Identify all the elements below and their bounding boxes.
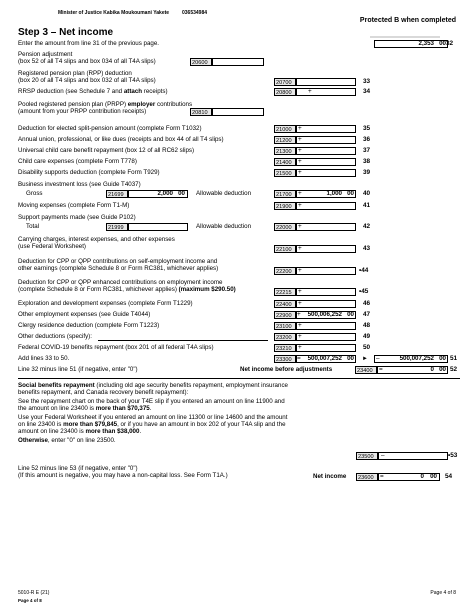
amount-field[interactable] bbox=[296, 125, 356, 133]
line-37 bbox=[18, 147, 460, 156]
cents-value: 00 bbox=[347, 355, 354, 362]
amount-field[interactable] bbox=[296, 78, 356, 86]
line-45 bbox=[18, 279, 460, 297]
line-label: Add lines 33 to 50. bbox=[18, 355, 70, 362]
line-code: 21900 bbox=[274, 202, 296, 210]
allowable-label: Allowable deduction bbox=[196, 190, 252, 197]
line-41 bbox=[18, 202, 460, 211]
line-number: 36 bbox=[363, 136, 371, 143]
maximum-label: (maximum $290.50) bbox=[178, 286, 236, 293]
cents-value: 00 bbox=[347, 190, 354, 197]
net-income-label: Net income bbox=[313, 473, 347, 480]
line-label: Other employment expenses (see Guide T4044) bbox=[18, 311, 151, 318]
total-label: Total bbox=[26, 223, 40, 230]
line-code: 21000 bbox=[274, 125, 296, 133]
operator: = bbox=[380, 473, 384, 480]
line-number: 32 bbox=[446, 40, 454, 47]
social-paragraph-1b: the amount on line 23400 is bbox=[18, 405, 96, 412]
line-code: 22000 bbox=[274, 223, 296, 231]
operator: + bbox=[308, 88, 312, 95]
step-title: Step 3 – Net income bbox=[18, 27, 114, 38]
line-number: 50 bbox=[363, 344, 371, 351]
operator: + bbox=[298, 169, 302, 176]
line-label: Other deductions bbox=[18, 333, 66, 340]
line-label: (box 20 of all T4 slips and box 032 of all T4A slips) bbox=[18, 77, 156, 84]
amount-field[interactable] bbox=[296, 245, 356, 253]
line-code: 23210 bbox=[274, 344, 296, 352]
line-number: •45 bbox=[359, 288, 369, 295]
line-label: Line 52 minus line 53 (if negative, enter "0") bbox=[18, 465, 138, 472]
threshold-3: more than $38,000 bbox=[85, 428, 140, 435]
amount-value: 0 bbox=[420, 473, 424, 480]
social-title-line2: benefits repayment, and Canada recovery benefit repayment): bbox=[18, 389, 189, 396]
line-label: Deduction for CPP or QPP enhanced contributions on employment income bbox=[18, 279, 223, 286]
line-code: 23400 bbox=[355, 366, 377, 374]
line-label: Universal child care benefit repayment (box 12 of all RC62 slips) bbox=[18, 147, 195, 154]
social-paragraph-2b: on line 23400 is bbox=[18, 421, 64, 428]
cents-value: 00 bbox=[439, 355, 446, 362]
operator: + bbox=[298, 322, 302, 329]
line-number: 34 bbox=[363, 88, 371, 95]
cents-value: 00 bbox=[439, 40, 446, 47]
line-52 bbox=[18, 366, 460, 375]
line-label: Business investment loss (see Guide T4037) bbox=[18, 181, 141, 188]
allowable-label: Allowable deduction bbox=[196, 223, 252, 230]
social-paragraph-2: Use your Federal Worksheet if you entered an amount on line 11300 or line 14600 and the amount bbox=[18, 414, 288, 421]
operator: + bbox=[298, 223, 302, 230]
amount-value: 500,007,252 bbox=[399, 355, 434, 362]
threshold-2: more than $79,845 bbox=[63, 421, 118, 428]
line-code: 21999 bbox=[106, 223, 128, 231]
amount-field[interactable] bbox=[296, 88, 356, 96]
cents-value: 00 bbox=[430, 473, 437, 480]
line-label: Deduction for CPP or QPP contributions on self-employment income and bbox=[18, 258, 218, 265]
pension-adjustment bbox=[18, 51, 460, 67]
line-code: 23300 bbox=[274, 355, 296, 363]
line-label: RRSP deduction (see Schedule 7 and bbox=[18, 88, 124, 95]
operator: + bbox=[298, 136, 302, 143]
line-code: 22400 bbox=[274, 300, 296, 308]
operator: = bbox=[379, 366, 383, 373]
form-number: 5010-R E (21) bbox=[18, 590, 50, 596]
line-label: Moving expenses (complete Form T1-M) bbox=[18, 202, 130, 209]
line-33 bbox=[18, 70, 460, 86]
line-code: 23600 bbox=[356, 473, 378, 481]
threshold-1: more than $70,375 bbox=[95, 405, 150, 412]
line-42 bbox=[18, 214, 460, 232]
line-code: 21400 bbox=[274, 158, 296, 166]
line-number: 49 bbox=[363, 333, 371, 340]
social-paragraph-1: See the repayment chart on the back of your T4E slip if you entered an amount on line 11900 and bbox=[18, 398, 285, 405]
line-number: 40 bbox=[363, 190, 371, 197]
amount-field[interactable] bbox=[296, 322, 356, 330]
line-number: 41 bbox=[363, 202, 371, 209]
line-code: 22215 bbox=[274, 288, 296, 296]
operator: + bbox=[298, 245, 302, 252]
net-before-adjustments-label: Net income before adjustments bbox=[240, 366, 333, 373]
punctuation: . bbox=[139, 428, 142, 435]
line-label: Annual union, professional, or like dues (receipts and box 44 of all T4 slips) bbox=[18, 136, 224, 143]
operator: + bbox=[298, 125, 302, 132]
line-40 bbox=[18, 181, 460, 199]
line-code: 22100 bbox=[274, 245, 296, 253]
line-label: Exploration and development expenses (complete Form T1229) bbox=[18, 300, 193, 307]
line-number: 39 bbox=[363, 169, 371, 176]
line-number: 54 bbox=[445, 473, 453, 480]
line-label: Clergy residence deduction (complete Form T1223) bbox=[18, 322, 160, 329]
line-label-bold: attach bbox=[123, 88, 143, 95]
taxpayer-name: Minister of Justice Kabika Moukoumani Yakete bbox=[58, 10, 170, 16]
amount-field[interactable] bbox=[296, 147, 356, 155]
line-label: Line 32 minus line 51 (if negative, enter "0") bbox=[18, 366, 138, 373]
line-35 bbox=[18, 125, 460, 134]
amount-field[interactable] bbox=[296, 169, 356, 177]
social-title: Social benefits repayment bbox=[18, 382, 95, 389]
line-number: 46 bbox=[363, 300, 371, 307]
line-code: 23100 bbox=[274, 322, 296, 330]
amount-value: 500,007,252 bbox=[307, 355, 342, 362]
amount-field[interactable] bbox=[296, 158, 356, 166]
line-code: 20600 bbox=[190, 58, 212, 66]
otherwise-text: , enter "0" on line 23500. bbox=[47, 437, 116, 444]
line-number: •53 bbox=[448, 452, 458, 459]
line-49 bbox=[18, 333, 460, 342]
social-paragraph-2d: , or if you have an amount in box 202 of your T4A slip and the bbox=[117, 421, 286, 428]
social-paragraph-2e: amount on line 23400 is bbox=[18, 428, 86, 435]
line-label: other earnings (complete Schedule 8 or Form RC381, whichever applies) bbox=[18, 265, 219, 272]
line-number: 52 bbox=[450, 366, 458, 373]
page-stamp: Page 4 of 8 bbox=[18, 598, 42, 603]
amount-field[interactable] bbox=[296, 223, 356, 231]
specify-field[interactable] bbox=[98, 333, 268, 341]
line-number: 33 bbox=[363, 78, 371, 85]
line-48 bbox=[18, 322, 460, 331]
line-number: •44 bbox=[359, 267, 369, 274]
line-label: Enter the amount from line 31 of the previous page. bbox=[18, 40, 160, 47]
otherwise-label: Otherwise bbox=[18, 437, 48, 444]
prpp-contributions bbox=[18, 101, 460, 117]
operator: + bbox=[298, 300, 302, 307]
line-label: contributions bbox=[155, 101, 193, 108]
sin-number: 036534984 bbox=[182, 10, 208, 16]
line-label: Federal COVID-19 benefits repayment (box 201 of all federal T4A slips) bbox=[18, 344, 214, 351]
line-label: (use Federal Worksheet) bbox=[18, 243, 86, 250]
line-label-bold: employer bbox=[127, 101, 156, 108]
amount-field[interactable] bbox=[296, 267, 356, 275]
divider bbox=[370, 36, 440, 38]
line-label: Support payments made (see Guide P102) bbox=[18, 214, 136, 221]
amount-field[interactable] bbox=[296, 202, 356, 210]
line-label: Child care expenses (complete Form T778) bbox=[18, 158, 137, 165]
amount-value: 1,000 bbox=[326, 190, 342, 197]
cents-value: 00 bbox=[347, 311, 354, 318]
line-43 bbox=[18, 236, 460, 254]
line-number: 38 bbox=[363, 158, 371, 165]
line-code: 20800 bbox=[274, 88, 296, 96]
line-label: (If this amount is negative, you may have a non-capital loss. See Form T1A.) bbox=[18, 472, 228, 479]
gross-label: Gross bbox=[26, 190, 43, 197]
operator: + bbox=[298, 190, 302, 197]
line-code: 21699 bbox=[106, 190, 128, 198]
amount-field[interactable] bbox=[296, 136, 356, 144]
specify-label: (specify): bbox=[66, 333, 92, 340]
line-number: 37 bbox=[363, 147, 371, 154]
line-number: 35 bbox=[363, 125, 371, 132]
amount-value: 500,006,252 bbox=[307, 311, 342, 318]
line-code: 23500 bbox=[356, 452, 378, 460]
line-39 bbox=[18, 169, 460, 178]
operator: – bbox=[376, 355, 380, 362]
line-code: 21200 bbox=[274, 136, 296, 144]
line-34 bbox=[18, 88, 460, 97]
line-47 bbox=[18, 311, 460, 320]
operator: + bbox=[298, 333, 302, 340]
line-code: 20700 bbox=[274, 78, 296, 86]
cents-value: 00 bbox=[178, 190, 185, 197]
line-46 bbox=[18, 300, 460, 309]
line-36 bbox=[18, 136, 460, 145]
social-benefits-section bbox=[18, 382, 368, 444]
line-38 bbox=[18, 158, 460, 167]
line-label: Deduction for elected split-pension amount (complete Form T1032) bbox=[18, 125, 202, 132]
line-label: Registered pension plan (RPP) deduction bbox=[18, 70, 132, 77]
net-income-line bbox=[18, 465, 228, 479]
amount-value: 0 bbox=[430, 366, 434, 373]
line-number: 51 bbox=[450, 355, 458, 362]
operator: + bbox=[298, 158, 302, 165]
line-label: receipts) bbox=[142, 88, 168, 95]
line-32 bbox=[18, 40, 460, 50]
amount-field[interactable] bbox=[296, 300, 356, 308]
amount-field[interactable] bbox=[296, 344, 356, 352]
amount-value: 2,000 bbox=[157, 190, 173, 197]
line-code: 21500 bbox=[274, 169, 296, 177]
operator: + bbox=[298, 202, 302, 209]
operator: + bbox=[297, 311, 301, 318]
operator: + bbox=[298, 288, 302, 295]
line-label: (amount from your PRPP contribution receipts) bbox=[18, 108, 147, 115]
page-number: Page 4 of 8 bbox=[430, 590, 456, 596]
line-label: Pooled registered pension plan (PRPP) bbox=[18, 101, 128, 108]
line-code: 22900 bbox=[274, 311, 296, 319]
line-number: 47 bbox=[363, 311, 371, 318]
protected-label: Protected B when completed bbox=[359, 17, 456, 24]
cents-value: 00 bbox=[439, 366, 446, 373]
line-code: 23200 bbox=[274, 333, 296, 341]
line-label: (box 52 of all T4 slips and box 034 of all T4A slips) bbox=[18, 58, 156, 65]
social-repayment-field[interactable] bbox=[378, 452, 448, 460]
social-title-rest: (including old age security benefits repayment, employment insurance bbox=[94, 382, 288, 389]
line-number: 42 bbox=[363, 223, 371, 230]
total-amount-field[interactable] bbox=[128, 223, 188, 231]
line-label: Carrying charges, interest expenses, and other expenses bbox=[18, 236, 175, 243]
punctuation: . bbox=[149, 405, 152, 412]
line-code: 22200 bbox=[274, 267, 296, 275]
operator: + bbox=[298, 267, 302, 274]
section-divider bbox=[18, 378, 460, 379]
line-label: (complete Schedule 8 or Form RC381, whichever applies) bbox=[18, 286, 177, 293]
operator: – bbox=[381, 452, 385, 459]
amount-field[interactable] bbox=[296, 288, 356, 296]
amount-field[interactable] bbox=[212, 108, 264, 116]
line-51 bbox=[18, 355, 460, 364]
operator: = bbox=[297, 355, 301, 362]
line-code: 21300 bbox=[274, 147, 296, 155]
amount-field[interactable] bbox=[212, 58, 264, 66]
line-number: 43 bbox=[363, 245, 371, 252]
line-50 bbox=[18, 344, 460, 353]
amount-value: 2,353 bbox=[418, 40, 434, 47]
arrow-right-icon: ► bbox=[362, 356, 368, 362]
line-label: Disability supports deduction (complete Form T929) bbox=[18, 169, 160, 176]
line-label: Pension adjustment bbox=[18, 51, 73, 58]
amount-field[interactable] bbox=[296, 333, 356, 341]
operator: + bbox=[298, 344, 302, 351]
line-code: 20810 bbox=[190, 108, 212, 116]
line-44 bbox=[18, 258, 460, 276]
operator: + bbox=[298, 147, 302, 154]
line-number: 48 bbox=[363, 322, 371, 329]
line-code: 21700 bbox=[274, 190, 296, 198]
